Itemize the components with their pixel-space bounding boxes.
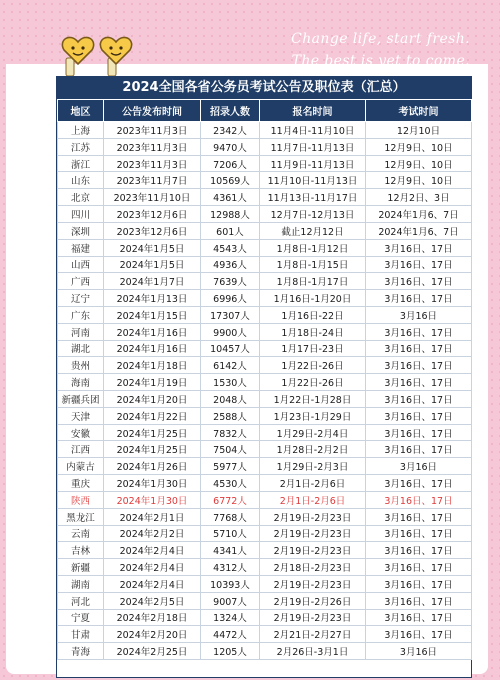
cell-region: 黑龙江 bbox=[58, 508, 104, 525]
cell-announce-date: 2024年2月5日 bbox=[104, 592, 201, 609]
header-announce-date: 公告发布时间 bbox=[104, 100, 201, 122]
cell-announce-date: 2024年1月25日 bbox=[104, 424, 201, 441]
table-row bbox=[58, 626, 472, 643]
cell-exam-date: 12月9日、10日 bbox=[366, 172, 472, 189]
cell-recruit-count: 9900人 bbox=[201, 323, 260, 340]
cell-registration-period: 2月19日-2月26日 bbox=[260, 592, 366, 609]
cell-recruit-count: 10569人 bbox=[201, 172, 260, 189]
cell-region: 贵州 bbox=[58, 357, 104, 374]
table-row bbox=[58, 609, 472, 626]
cell-registration-period: 2月26日-3月1日 bbox=[260, 643, 366, 660]
cell-region: 内蒙古 bbox=[58, 458, 104, 475]
cell-exam-date: 12月10日 bbox=[366, 122, 472, 139]
cell-recruit-count: 1530人 bbox=[201, 374, 260, 391]
cell-region: 宁夏 bbox=[58, 609, 104, 626]
cell-region: 海南 bbox=[58, 374, 104, 391]
cell-exam-date: 3月16日、17日 bbox=[366, 626, 472, 643]
cell-recruit-count: 4530人 bbox=[201, 475, 260, 492]
header-registration-period: 报名时间 bbox=[260, 100, 366, 122]
cell-registration-period: 1月16日-22日 bbox=[260, 306, 366, 323]
tagline bbox=[291, 28, 470, 72]
cell-recruit-count: 1324人 bbox=[201, 609, 260, 626]
table-row bbox=[58, 155, 472, 172]
table-row bbox=[58, 542, 472, 559]
cell-announce-date: 2024年1月15日 bbox=[104, 306, 201, 323]
cell-exam-date: 3月16日、17日 bbox=[366, 391, 472, 408]
cell-region: 广西 bbox=[58, 273, 104, 290]
cell-recruit-count: 2048人 bbox=[201, 391, 260, 408]
cell-region: 深圳 bbox=[58, 222, 104, 239]
cell-registration-period: 2月19日-2月23日 bbox=[260, 575, 366, 592]
cell-region: 山西 bbox=[58, 256, 104, 273]
cell-recruit-count: 2588人 bbox=[201, 407, 260, 424]
cell-announce-date: 2024年1月30日 bbox=[104, 491, 201, 508]
cell-exam-date: 3月16日、17日 bbox=[366, 559, 472, 576]
cell-recruit-count: 1205人 bbox=[201, 643, 260, 660]
cell-recruit-count: 2342人 bbox=[201, 122, 260, 139]
table-row bbox=[58, 222, 472, 239]
cell-announce-date: 2024年1月25日 bbox=[104, 441, 201, 458]
cell-exam-date: 3月16日、17日 bbox=[366, 424, 472, 441]
cell-announce-date: 2023年12月6日 bbox=[104, 206, 201, 223]
table-row bbox=[58, 559, 472, 576]
cell-announce-date: 2023年11月10日 bbox=[104, 189, 201, 206]
cell-exam-date: 2024年1月6、7日 bbox=[366, 206, 472, 223]
cell-exam-date: 3月16日、17日 bbox=[366, 508, 472, 525]
table-row bbox=[58, 424, 472, 441]
cell-exam-date: 3月16日、17日 bbox=[366, 290, 472, 307]
cell-registration-period: 1月8日-1月15日 bbox=[260, 256, 366, 273]
cell-region: 辽宁 bbox=[58, 290, 104, 307]
cell-registration-period: 1月22日-26日 bbox=[260, 357, 366, 374]
cell-exam-date: 3月16日 bbox=[366, 306, 472, 323]
cell-exam-date: 12月9日、10日 bbox=[366, 155, 472, 172]
cell-exam-date: 3月16日、17日 bbox=[366, 407, 472, 424]
cell-region: 福建 bbox=[58, 239, 104, 256]
cell-exam-date: 3月16日、17日 bbox=[366, 592, 472, 609]
cell-exam-date: 12月2日、3日 bbox=[366, 189, 472, 206]
cell-region: 河北 bbox=[58, 592, 104, 609]
table-row bbox=[58, 441, 472, 458]
cell-recruit-count: 4936人 bbox=[201, 256, 260, 273]
cell-recruit-count: 6996人 bbox=[201, 290, 260, 307]
cell-recruit-count: 12988人 bbox=[201, 206, 260, 223]
cell-registration-period: 1月18日-24日 bbox=[260, 323, 366, 340]
cell-recruit-count: 601人 bbox=[201, 222, 260, 239]
cell-region: 江西 bbox=[58, 441, 104, 458]
cell-region: 江苏 bbox=[58, 138, 104, 155]
cell-recruit-count: 4472人 bbox=[201, 626, 260, 643]
cell-recruit-count: 7832人 bbox=[201, 424, 260, 441]
cell-region: 新疆 bbox=[58, 559, 104, 576]
cell-region: 新疆兵团 bbox=[58, 391, 104, 408]
table-row bbox=[58, 340, 472, 357]
cell-registration-period: 1月29日-2月3日 bbox=[260, 458, 366, 475]
cell-recruit-count: 10393人 bbox=[201, 575, 260, 592]
cell-region: 吉林 bbox=[58, 542, 104, 559]
cell-region: 青海 bbox=[58, 643, 104, 660]
cell-region: 重庆 bbox=[58, 475, 104, 492]
table-row bbox=[58, 458, 472, 475]
header-exam-date: 考试时间 bbox=[366, 100, 472, 122]
exam-table-card bbox=[56, 76, 472, 678]
cell-region: 天津 bbox=[58, 407, 104, 424]
cell-exam-date: 12月9日、10日 bbox=[366, 138, 472, 155]
table-row bbox=[58, 407, 472, 424]
cell-announce-date: 2024年2月4日 bbox=[104, 559, 201, 576]
table-row bbox=[58, 306, 472, 323]
cell-exam-date: 3月16日、17日 bbox=[366, 441, 472, 458]
cell-region: 上海 bbox=[58, 122, 104, 139]
cell-exam-date: 3月16日、17日 bbox=[366, 357, 472, 374]
cell-region: 浙江 bbox=[58, 155, 104, 172]
cell-exam-date: 3月16日、17日 bbox=[366, 609, 472, 626]
table-row bbox=[58, 256, 472, 273]
cell-exam-date: 2024年1月6、7日 bbox=[366, 222, 472, 239]
cell-exam-date: 3月16日 bbox=[366, 643, 472, 660]
cell-registration-period: 2月21日-2月27日 bbox=[260, 626, 366, 643]
cell-exam-date: 3月16日、17日 bbox=[366, 575, 472, 592]
header-region: 地区 bbox=[58, 100, 104, 122]
cell-region: 湖南 bbox=[58, 575, 104, 592]
cell-announce-date: 2024年2月2日 bbox=[104, 525, 201, 542]
cell-registration-period: 2月1日-2月6日 bbox=[260, 475, 366, 492]
cell-announce-date: 2024年2月4日 bbox=[104, 542, 201, 559]
cell-registration-period: 11月9日-11月13日 bbox=[260, 155, 366, 172]
cell-registration-period: 2月19日-2月23日 bbox=[260, 609, 366, 626]
cell-announce-date: 2024年1月22日 bbox=[104, 407, 201, 424]
table-header-row bbox=[58, 100, 472, 122]
cell-announce-date: 2024年1月26日 bbox=[104, 458, 201, 475]
cell-registration-period: 2月18日-2月23日 bbox=[260, 559, 366, 576]
cell-announce-date: 2024年1月5日 bbox=[104, 256, 201, 273]
cell-exam-date: 3月16日、17日 bbox=[366, 323, 472, 340]
cell-registration-period: 11月7日-11月13日 bbox=[260, 138, 366, 155]
cell-recruit-count: 10457人 bbox=[201, 340, 260, 357]
cell-announce-date: 2024年1月16日 bbox=[104, 340, 201, 357]
table-row bbox=[58, 290, 472, 307]
cell-registration-period: 11月4日-11月10日 bbox=[260, 122, 366, 139]
cell-recruit-count: 7504人 bbox=[201, 441, 260, 458]
cell-announce-date: 2024年1月18日 bbox=[104, 357, 201, 374]
cell-exam-date: 3月16日、17日 bbox=[366, 525, 472, 542]
cell-registration-period: 12月7日-12月13日 bbox=[260, 206, 366, 223]
cell-region: 湖北 bbox=[58, 340, 104, 357]
cell-region: 广东 bbox=[58, 306, 104, 323]
table-row bbox=[58, 172, 472, 189]
table-row bbox=[58, 475, 472, 492]
cell-recruit-count: 7768人 bbox=[201, 508, 260, 525]
table-title: 2024全国各省公务员考试公告及职位表（汇总） bbox=[57, 77, 471, 99]
table-row bbox=[58, 138, 472, 155]
cell-recruit-count: 4341人 bbox=[201, 542, 260, 559]
cell-region: 甘肃 bbox=[58, 626, 104, 643]
cell-registration-period: 1月8日-1月17日 bbox=[260, 273, 366, 290]
cell-region: 安徽 bbox=[58, 424, 104, 441]
cell-announce-date: 2023年11月3日 bbox=[104, 155, 201, 172]
cell-recruit-count: 4312人 bbox=[201, 559, 260, 576]
cell-registration-period: 2月1日-2月6日 bbox=[260, 491, 366, 508]
table-row bbox=[58, 189, 472, 206]
cell-registration-period: 1月22日-1月28日 bbox=[260, 391, 366, 408]
cell-registration-period: 1月28日-2月2日 bbox=[260, 441, 366, 458]
cell-registration-period: 11月13日-11月17日 bbox=[260, 189, 366, 206]
tagline-line-2: The best is yet to come. bbox=[291, 53, 470, 69]
cell-registration-period: 2月19日-2月23日 bbox=[260, 525, 366, 542]
cell-region: 河南 bbox=[58, 323, 104, 340]
cell-registration-period: 1月16日-1月20日 bbox=[260, 290, 366, 307]
table-body bbox=[58, 122, 472, 660]
table-row bbox=[58, 592, 472, 609]
cell-exam-date: 3月16日、17日 bbox=[366, 273, 472, 290]
cell-recruit-count: 9007人 bbox=[201, 592, 260, 609]
table-row bbox=[58, 323, 472, 340]
cell-announce-date: 2024年2月1日 bbox=[104, 508, 201, 525]
table-row bbox=[58, 391, 472, 408]
cell-announce-date: 2024年1月20日 bbox=[104, 391, 201, 408]
table-row bbox=[58, 525, 472, 542]
cell-region: 四川 bbox=[58, 206, 104, 223]
cell-exam-date: 3月16日、17日 bbox=[366, 340, 472, 357]
cell-recruit-count: 7206人 bbox=[201, 155, 260, 172]
cell-announce-date: 2024年2月4日 bbox=[104, 575, 201, 592]
cell-announce-date: 2024年1月19日 bbox=[104, 374, 201, 391]
cell-registration-period: 2月19日-2月23日 bbox=[260, 508, 366, 525]
cell-announce-date: 2023年12月6日 bbox=[104, 222, 201, 239]
cell-recruit-count: 5710人 bbox=[201, 525, 260, 542]
table-row bbox=[58, 122, 472, 139]
cell-announce-date: 2023年11月3日 bbox=[104, 138, 201, 155]
cell-announce-date: 2024年2月20日 bbox=[104, 626, 201, 643]
cell-registration-period: 2月19日-2月23日 bbox=[260, 542, 366, 559]
cell-announce-date: 2023年11月3日 bbox=[104, 122, 201, 139]
exam-table bbox=[57, 99, 472, 660]
cell-exam-date: 3月16日、17日 bbox=[366, 239, 472, 256]
cell-region: 北京 bbox=[58, 189, 104, 206]
cell-region: 云南 bbox=[58, 525, 104, 542]
cell-registration-period: 截止12月12日 bbox=[260, 222, 366, 239]
cell-recruit-count: 7639人 bbox=[201, 273, 260, 290]
smiley-heart-characters-icon bbox=[58, 34, 138, 78]
cell-registration-period: 1月8日-1月12日 bbox=[260, 239, 366, 256]
cell-announce-date: 2024年2月25日 bbox=[104, 643, 201, 660]
cell-recruit-count: 4361人 bbox=[201, 189, 260, 206]
cell-region: 山东 bbox=[58, 172, 104, 189]
table-row bbox=[58, 575, 472, 592]
cell-announce-date: 2023年11月7日 bbox=[104, 172, 201, 189]
table-row bbox=[58, 643, 472, 660]
cell-recruit-count: 17307人 bbox=[201, 306, 260, 323]
cell-exam-date: 3月16日、17日 bbox=[366, 374, 472, 391]
cell-exam-date: 3月16日、17日 bbox=[366, 475, 472, 492]
cell-exam-date: 3月16日、17日 bbox=[366, 542, 472, 559]
cell-announce-date: 2024年1月13日 bbox=[104, 290, 201, 307]
cell-registration-period: 1月23日-1月29日 bbox=[260, 407, 366, 424]
cell-announce-date: 2024年1月16日 bbox=[104, 323, 201, 340]
cell-exam-date: 3月16日、17日 bbox=[366, 256, 472, 273]
header-recruit-count: 招录人数 bbox=[201, 100, 260, 122]
table-row bbox=[58, 357, 472, 374]
table-row bbox=[58, 374, 472, 391]
table-row bbox=[58, 273, 472, 290]
cell-registration-period: 11月10日-11月13日 bbox=[260, 172, 366, 189]
table-row bbox=[58, 508, 472, 525]
cell-exam-date: 3月16日 bbox=[366, 458, 472, 475]
cell-exam-date: 3月16日、17日 bbox=[366, 491, 472, 508]
tagline-line-1: Change life, start fresh. bbox=[291, 31, 470, 47]
cell-announce-date: 2024年1月5日 bbox=[104, 239, 201, 256]
table-row bbox=[58, 206, 472, 223]
cell-announce-date: 2024年2月18日 bbox=[104, 609, 201, 626]
cell-recruit-count: 6772人 bbox=[201, 491, 260, 508]
table-row bbox=[58, 491, 472, 508]
cell-region: 陕西 bbox=[58, 491, 104, 508]
cell-registration-period: 1月17日-23日 bbox=[260, 340, 366, 357]
cell-registration-period: 1月22日-26日 bbox=[260, 374, 366, 391]
cell-recruit-count: 9470人 bbox=[201, 138, 260, 155]
cell-recruit-count: 6142人 bbox=[201, 357, 260, 374]
cell-recruit-count: 4543人 bbox=[201, 239, 260, 256]
table-row bbox=[58, 239, 472, 256]
cell-recruit-count: 5977人 bbox=[201, 458, 260, 475]
cell-announce-date: 2024年1月7日 bbox=[104, 273, 201, 290]
cell-registration-period: 1月29日-2月4日 bbox=[260, 424, 366, 441]
cell-announce-date: 2024年1月30日 bbox=[104, 475, 201, 492]
